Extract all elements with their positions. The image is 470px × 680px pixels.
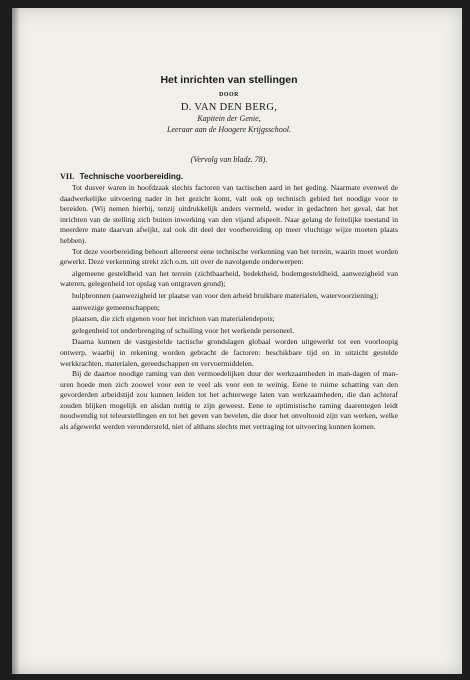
paragraph: Bij de daartoe noodige raming van den vermoedelijken duur der werkzaamheden in man-dagen of man-uren hoede men zich zoowel voor een te veel als voor een te weinig. Eene te ruime schatting van den gevorderden arbeidstijd zou kunnen leiden tot het achterwege laten van werkzaamheden, die dan achteraf zouden blijken mogelijk en alsdan nuttig te zijn geweest. Eene te optimistische raming daarentegen leidt noodwendig tot teleurstellingen en tot het geven van bevelen, die door het onvoltooid zijn van werken, welke als afgewerkt werden verondersteld, niet of althans slechts met vertraging tot uitvoering kunnen komen. xyxy=(60,369,398,432)
paragraph: Tot dusver waren in hoofdzaak slechts factoren van tactischen aard in het geding. Naarmate evenwel de daadwerkelijke uitvoering nader in het gezicht komt, valt ook op technisch gebied het noodige voor te bereiden. (Wij nemen hierbij, tenzij uitdrukkelijk anders vermeld, weder in gedachten het geval, dat het inrichten van de stelling zich buiten inwerking van den vijand afspeelt. Naar gelang de feitelijke toestand in meerdere mate daarvan afwijkt, zal ook dit deel der voorbereiding op meer vluchtige wijze moeten plaats hebben). xyxy=(60,183,398,245)
byline-door: DOOR xyxy=(219,92,239,98)
paragraph: Tot deze voorbereiding behoort allereerst eene technische verkenning van het terrein, waarin moet worden gewerkt. Deze verkenning strekt zich o.m. uit over de navolgende onderwerpen: xyxy=(60,246,398,267)
article-content xyxy=(60,74,398,433)
list-item: hulpbronnen (aanwezigheid ter plaatse van voor den arbeid bruikbare materialen, watervoorziening); xyxy=(72,290,379,300)
list-item: plaatsen, die zich eigenen voor het inrichten van materialendepots; xyxy=(72,314,275,324)
list-item: aanwezige gemeenschappen; xyxy=(72,302,160,312)
list-item: gelegenheid tot onderbrenging of schuiling voor het werkende personeel. xyxy=(72,325,295,335)
continuation-note: (Vervolg van bladz. 78). xyxy=(190,155,268,164)
section-number: VII. xyxy=(60,172,75,181)
author-affiliation: Leeraar aan de Hoogere Krijgsschool. xyxy=(167,125,291,134)
author-name: D. VAN DEN BERG, xyxy=(180,102,278,113)
document-page xyxy=(12,8,462,674)
list-item: algemeene gesteldheid van het terrein (zichtbaarheid, bedektheid, bodemgesteldheid, aanwezigheid van wateren, gelegenheid tot opslag van ontgraven grond); xyxy=(60,268,398,289)
paragraph: Daarna kunnen de vastgestelde tactische grondslagen globaal worden uitgewerkt tot een voorloopig ontwerp, waarbij in rekening worden gebracht de factoren: beschikbare tijd en in uitzicht gestelde werkkrachten, materialen, gereedschappen en vervoermiddelen. xyxy=(60,337,398,368)
section-heading xyxy=(60,172,398,181)
author-rank: Kapitein der Genie, xyxy=(197,114,261,123)
reconnaissance-list xyxy=(60,269,398,337)
page-gutter-shadow xyxy=(12,8,20,674)
section-title: Technische voorbereiding. xyxy=(79,172,184,181)
article-title: Het inrichten van stellingen xyxy=(160,74,298,86)
